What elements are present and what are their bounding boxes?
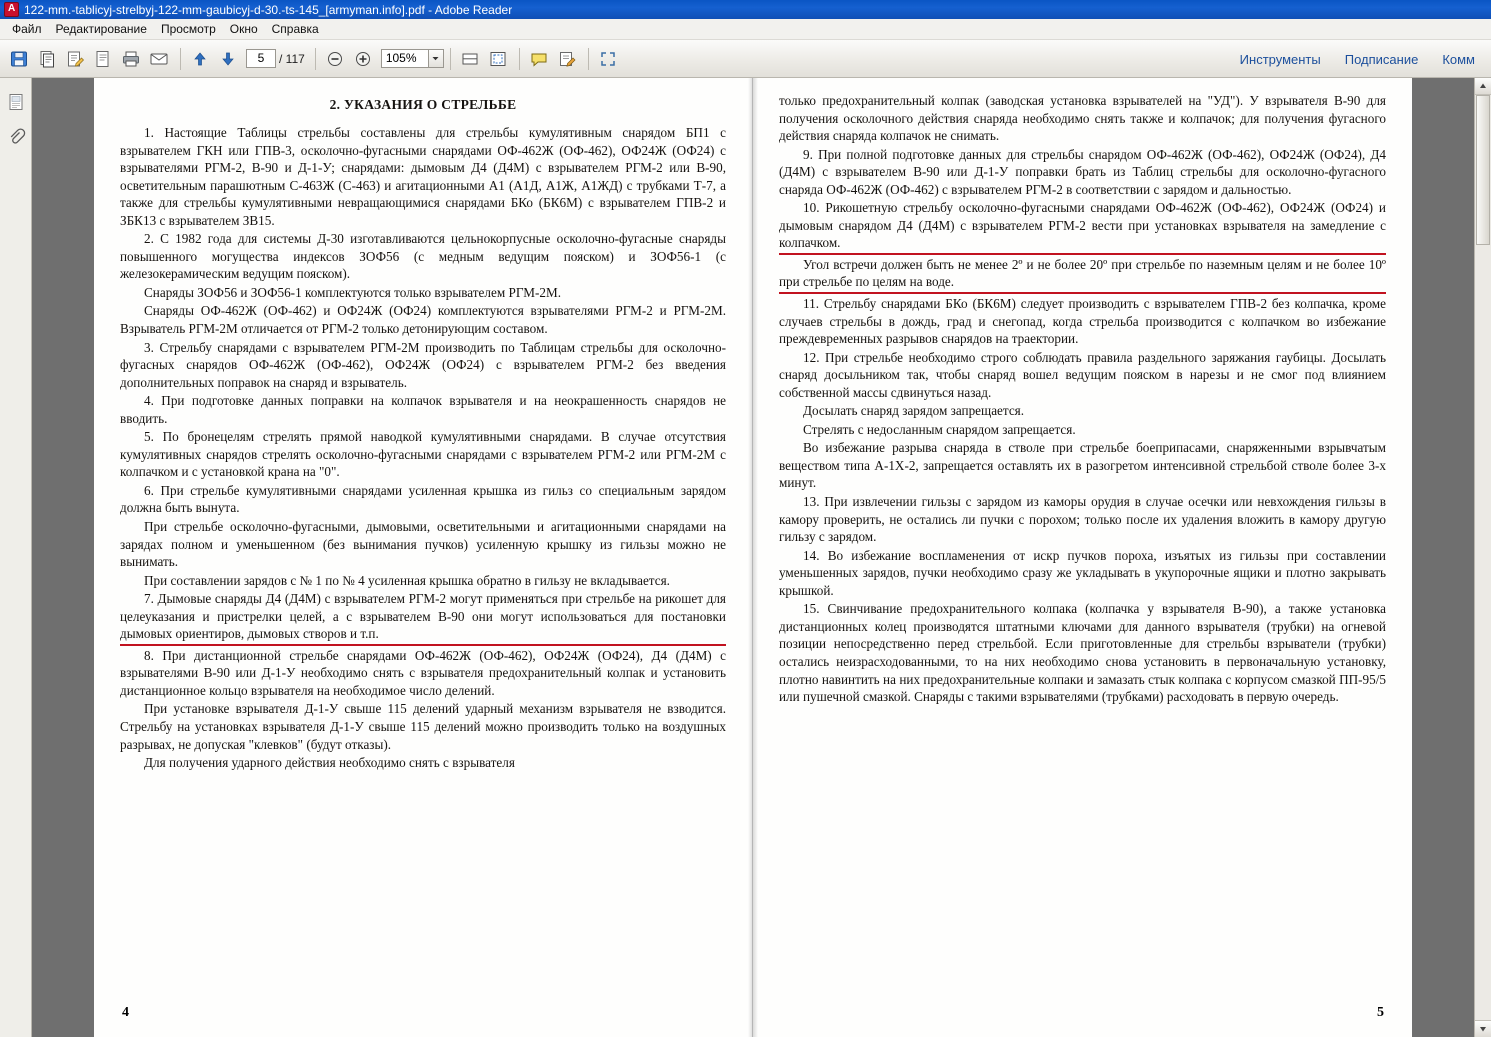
navigation-rail [0,78,32,1037]
paragraph: При составлении зарядов с № 1 по № 4 усиленная крышка обратно в гильзу не вкладывается. [144,572,670,588]
comment-bubble-icon[interactable] [526,46,552,72]
toolbar-right-panel [1228,40,1491,78]
menu-view[interactable]: Просмотр [160,21,216,36]
paragraph: 11. Стрельбу снарядами БКо (БК6М) следует производить с взрывателем ГПВ-2 без колпачка, кроме случаев стрельбы в дождь, град и снегопад, когда стрельба производится с колпачком во избежание преждевременных разрывов снарядов на траектории. [779,296,1386,347]
highlighted-paragraph: Угол встречи должен быть не менее 2º и не более 20º при стрельбе по наземным целям и не более 10º при стрельбе по целям на воде. [779,256,1386,294]
zoom-out-icon[interactable] [322,46,348,72]
zoom-level-input[interactable]: 105% [381,49,429,68]
document-page-right [753,78,1412,1037]
page-text-right [779,92,1386,706]
menu-window[interactable]: Окно [229,21,258,36]
paragraph: 13. При извлечении гильзы с зарядом из каморы орудия в случае осечки или невхождения гильзы в камору проверить, не остались ли пучки с порохом; только после их удаления вложить в камору другую гильзу с зарядом. [779,494,1386,545]
paragraph: Снаряды ОФ-462Ж (ОФ-462) и ОФ24Ж (ОФ24) комплектуются взрывателями РГМ-2 и РГМ-2М. Взрыватель РГМ-2М отличается от РГМ-2 только детонирующим составом. [120,303,726,336]
save-icon[interactable] [6,46,32,72]
paragraph: При стрельбе осколочно-фугасными, дымовыми, осветительными и агитационными снарядами на зарядах полном и уменьшенном (без вынимания пучков) усиленную крышку из гильзы можно не вынимать. [120,518,726,570]
comment-button[interactable]: Комм [1442,51,1475,67]
menu-file[interactable]: Файл [12,21,42,36]
menu-help[interactable]: Справка [271,21,319,36]
page-number-left: 4 [122,1005,129,1020]
toolbar-separator [519,48,520,70]
chevron-down-icon[interactable] [429,49,444,68]
paragraph: 15. Свинчивание предохранительного колпака (колпачка у взрывателя В-90), а также установка дистанционных колец производятся штатными ключами для данного взрывателя (трубки) на огневой позиции непосредственно перед стрельбой. Если приготовленные для стрельбы взрыватели (трубки) остались неизрасходованными, то на них необходимо снова установить в первоначальную установку, плотно навинтить на них предохранительные колпаки и замазать стык колпака с корпусом смазкой ПП-95/5 или пушечной смазкой. Снаряды с такими взрывателями (трубками) расходовать в первую очередь. [779,601,1386,705]
menu-edit[interactable]: Редактирование [55,21,147,36]
highlighted-paragraph: 7. Дымовые снаряды Д4 (Д4М) с взрывателем РГМ-2 могут применяться при стрельбе на рикошет для целеуказания и пристрелки целей, а с взрывателем В-90 они могут использоваться для постановки дымовых ориентиров, дымовых створов и т.п. [120,590,726,646]
paragraph: 2. С 1982 года для системы Д-30 изготавливаются цельнокорпусные осколочно-фугасные снаряды повышенного могущества индексов ЗОФ56 (с медным ведущим пояском) и ЗОФ56-1 (с железокерамическим ведущим пояском). [120,231,726,282]
paragraph: Во избежание разрыва снаряда в стволе при стрельбе боеприпасами, снаряженными взрывчатым веществом типа А-1Х-2, запрещается оставлять их в разогретом интенсивной стрельбой стволе более 3-х минут. [779,440,1386,491]
document-viewport[interactable] [32,78,1474,1037]
paragraph: Для получения ударного действия необходимо снять с взрывателя [144,755,515,771]
edit-icon[interactable] [62,46,88,72]
page-text-left [120,96,726,772]
section-heading: 2. УКАЗАНИЯ О СТРЕЛЬБЕ [329,97,517,112]
workspace [0,78,1491,1037]
toolbar-separator [450,48,451,70]
paragraph: Досылать снаряд зарядом запрещается. [803,403,1025,419]
adobe-reader-icon [4,2,19,17]
paragraph: 6. При стрельбе кумулятивными снарядами усиленная крышка из гильз со специальным зарядом должна быть вынута. [120,482,726,516]
fit-width-icon[interactable] [457,46,483,72]
attachments-paperclip-icon[interactable] [4,124,28,148]
toolbar-separator [180,48,181,70]
toolbar-separator [315,48,316,70]
main-toolbar [0,40,1491,78]
paragraph: 5. По бронецелям стрелять прямой наводкой кумулятивными снарядами. В случае отсутствия кумулятивных снарядов стрелять осколочно-фугасными снарядами с взрывателем РГМ-2 или РГМ-2М с колпачком и с установкой крана на "0". [120,429,726,480]
arrow-down-icon[interactable] [215,46,241,72]
paragraph: 14. Во избежание воспламенения от искр пучков пороха, изъятых из гильзы при составлении уменьшенных зарядов, пучки необходимо сразу же укладывать в укупорочные ящики и плотно закрывать крышкой. [779,547,1386,598]
paragraph: Стрелять с недосланным снарядом запрещается. [803,421,1076,437]
arrow-up-icon[interactable] [187,46,213,72]
window-titlebar [0,0,1491,19]
paragraph: 12. При стрельбе необходимо строго соблюдать правила раздельного заряжания гаубицы. Досылать снаряд досыльником так, чтобы снаряд вошел ведущим пояском в нарезы и не смог под влиянием собственной массы сдвинуться назад. [779,349,1386,400]
paragraph: 9. При полной подготовке данных для стрельбы снарядом ОФ-462Ж (ОФ-462), ОФ24Ж (ОФ24), Д4 (Д4М) с взрывателем В-90 или Д-1-У поправки брать из Таблиц стрельбы для осколочно-фугасного снаряда ОФ-462Ж (ОФ-462) с взрывателем РГМ-2 в соответствии с зарядом и дальностью. [779,146,1386,197]
zoom-in-icon[interactable] [350,46,376,72]
sign-button[interactable]: Подписание [1344,51,1419,67]
menubar [0,19,1491,40]
window-title: 122-mm.-tablicyj-strelbyj-122-mm-gaubicyj-d-30.-ts-145_[armyman.info].pdf - Adobe Reader [24,2,513,17]
paragraph: 8. При дистанционной стрельбе снарядами ОФ-462Ж (ОФ-462), ОФ24Ж (ОФ24), Д4 (Д4М) с взрывателями В-90 или Д-1-У необходимо снять с взрывателя предохранительный колпак и установить дистанционное кольцо взрывателя на необходимое число делений. [120,647,726,698]
print-file-icon[interactable] [90,46,116,72]
chevron-down-icon[interactable] [1475,1020,1491,1037]
paragraph: При установке взрывателя Д-1-У свыше 115 делений ударный механизм взрывателя не взводится. Стрельбу на установках взрывателя Д-1-У свыше 115 делений можно производить только на воздушных разрывах, не допуская "клевков" (будут отказы). [120,701,726,752]
document-page-left [94,78,753,1037]
paragraph: 4. При подготовке данных поправки на колпачок взрывателя и на неокрашенность снарядов не вводить. [120,393,726,426]
highlight-text-icon[interactable] [554,46,580,72]
highlighted-paragraph: 10. Рикошетную стрельбу осколочно-фугасными снарядами ОФ-462Ж (ОФ-462), ОФ24Ж (ОФ24) и дымовым снарядом Д4 (Д4М) с взрывателем РГМ-2 вести при установках взрывателя на замедление с колпачком. [779,199,1386,255]
page-total-label: / 117 [279,51,305,66]
email-icon[interactable] [146,46,172,72]
scrollbar-thumb[interactable] [1476,95,1490,245]
page-spread [94,78,1412,1037]
paragraph: 3. Стрельбу снарядами с взрывателем РГМ-2М производить по Таблицам стрельбы для осколочно-фугасных снарядов ОФ-462Ж (ОФ-462), ОФ24Ж (ОФ24) с взрывателем РГМ-2 без введения дополнительных поправок на снаряд и взрыватель. [120,339,726,390]
chevron-up-icon[interactable] [1475,78,1491,95]
paragraph: 1. Настоящие Таблицы стрельбы составлены для стрельбы кумулятивным снарядом БП1 с взрывателем ГКН или ГПВ-3, осколочно-фугасными снарядами ОФ-462Ж (ОФ-462), ОФ24Ж (ОФ24) с взрывателями РГМ-2, В-90 и Д-1-У; снарядами: дымовым Д4 (Д4М) с взрывателем РГМ-2 или В-90, осветительным парашютным С-463Ж (С-463) и агитационными А1 (А1Д, А1Ж, А1ЖД) с трубками Т-7, а также для стрельбы кумулятивными невращающимися снарядами БКо (БК6М) с взрывателем ГПВ-2 и ЗБК13 с взрывателем ЗВ15. [120,124,726,228]
page-number-right: 5 [1377,1005,1384,1020]
fit-page-icon[interactable] [485,46,511,72]
fullscreen-icon[interactable] [595,46,621,72]
paragraph: Снаряды ЗОФ56 и ЗОФ56-1 комплектуются только взрывателем РГМ-2М. [144,284,562,300]
vertical-scrollbar[interactable] [1474,78,1491,1037]
toolbar-separator [588,48,589,70]
tools-button[interactable]: Инструменты [1239,51,1321,67]
page-number-input[interactable]: 5 [246,49,276,68]
copy-file-icon[interactable] [34,46,60,72]
page-thumbnails-icon[interactable] [4,90,28,114]
print-icon[interactable] [118,46,144,72]
paragraph: только предохранительный колпак (заводская установка взрывателей на "УД"). У взрывателя В-90 для получения осколочного действия снаряда необходимо снять также и колпачок; для получения фугасного действия снаряда колпачок не снимать. [779,93,1386,144]
